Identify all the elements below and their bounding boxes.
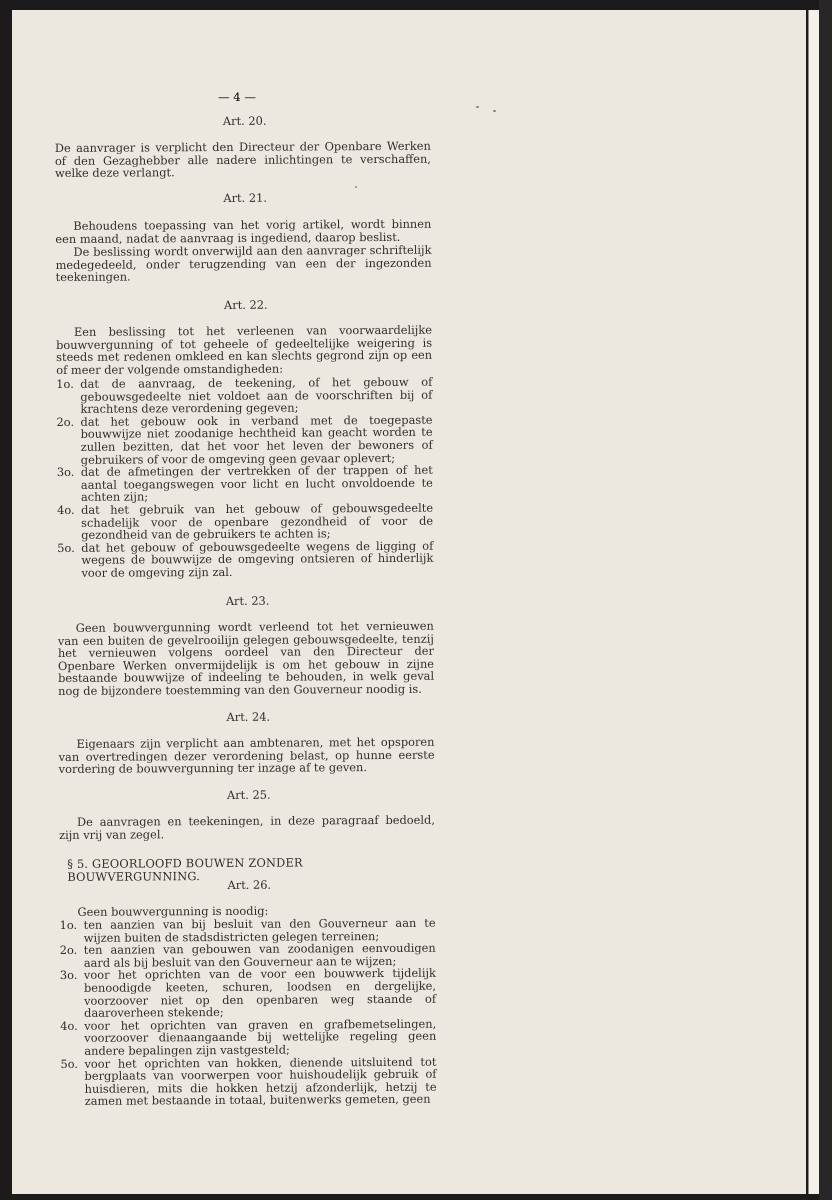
article-26-intro: Geen bouwvergunning is noodig:	[77, 903, 269, 919]
list-item: 5o. voor het oprichten van hokken, dienende uitsluitend tot bergplaats van voorwerpen voor huishoudelijk gebruik of huisdieren, mits die hokken hetzij afzonderlijk, hetzij te zamen met bestaande in totaal, buitenwerks gemeten, geen	[60, 1054, 437, 1109]
paper-speck	[355, 186, 357, 188]
paper-speck	[476, 106, 479, 108]
article-22-heading: Art. 22.	[223, 297, 268, 312]
scan-border	[819, 0, 832, 1200]
article-21-paragraph-1: Behoudens toepassing van het vorig artikel, wordt binnen een maand, nadat de aanvraag is ingediend, daarop beslist.	[55, 216, 432, 246]
list-item: 4o. voor het oprichten van graven en grafbemetselingen, voorzoover dienaangaande bij wettelijke regeling geen andere bepalingen zijn vastgesteld;	[60, 1016, 437, 1058]
article-21-heading: Art. 21.	[223, 190, 267, 205]
article-22-intro: Een beslissing tot het verleenen van voorwaardelijke bouwvergunning of tot geheele of gedeeltelijke weigering is steeds met redenen omkleed en kan slechts gegrond zijn op een of meer der volgende omstandigheden:	[56, 322, 433, 377]
article-24-heading: Art. 24.	[226, 709, 271, 724]
document-page	[12, 10, 806, 1194]
article-21-paragraph-2: De beslissing wordt onverwijld aan den aanvrager schriftelijk medegedeeld, onder terugzending van een der ingezonden teekeningen.	[55, 242, 432, 285]
article-25-heading: Art. 25.	[226, 787, 271, 802]
page-binding-edge	[808, 10, 819, 1194]
list-item: 1o. ten aanzien van bij besluit van den Gouverneur aan te wijzen buiten de stadsdistricten gelegen terreinen;	[59, 915, 436, 945]
article-24-paragraph: Eigenaars zijn verplicht aan ambtenaren, met het opsporen van overtredingen dezer verordening belast, op hunne eerste vordering de bouwvergunning ter inzage af te geven.	[58, 734, 435, 777]
article-22-list	[56, 376, 433, 580]
article-20-heading: Art. 20.	[222, 113, 267, 128]
list-item: 4o. dat het gebruik van het gebouw of gebouwsgedeelte schadelijk voor de openbare gezondheid of voor de gezondheid van de gebruikers te achten is;	[57, 500, 434, 542]
article-26-heading: Art. 26.	[227, 877, 272, 892]
article-23-paragraph: Geen bouwvergunning wordt verleend tot het vernieuwen van een buiten de gevelrooilijn gelegen gebouwsgedeelte, tenzij het vernieuwen volgens oordeel van den Directeur der Openbare Werken onvermijdelijk is om het gebouw in zijne bestaande bouwwijze of indeeling te behouden, in welk geval nog de bijzondere toestemming van den Gouverneur noodig is.	[57, 618, 435, 698]
article-25-paragraph: De aanvragen en teekeningen, in deze paragraaf bedoeld, zijn vrij van zegel.	[58, 812, 435, 842]
list-item: 3o. voor het oprichten van de voor een bouwwerk tijdelijk benoodigde keeten, schuren, loodsen en dergelijke, voorzoover niet op den openbaren weg staande of daaroverheen stekende;	[59, 966, 437, 1020]
page-number: — 4 —	[218, 90, 256, 104]
article-20-paragraph: De aanvrager is verplicht den Directeur der Openbare Werken of den Gezaghebber alle nadere inlichtingen te verschaffen, welke deze verlangt.	[54, 138, 431, 181]
article-23-heading: Art. 23.	[225, 593, 270, 608]
list-item: 2o. dat het gebouw ook in verband met de toegepaste bouwwijze niet zoodanige hechtheid kan geacht worden te zullen bezitten, dat het voor het leven der bewoners of gebruikers of voor de omgeving geen gevaar oplevert;	[56, 412, 433, 467]
list-item: 3o. dat de afmetingen der vertrekken of der trappen of het aantal toegangswegen voor licht en lucht onvoldoende te achten zijn;	[56, 462, 433, 505]
article-26-list	[60, 917, 437, 1108]
list-item: 1o. dat de aanvraag, de teekening, of het gebouw of gebouwsgedeelte niet voldoet aan de voorschriften bij of krachtens deze verordening gegeven;	[56, 374, 433, 417]
list-item: 5o. dat het gebouw of gebouwsgedeelte wegens de ligging of wegens de bouwwijze de omgeving ontsieren of hinderlijk voor de omgeving zijn zal.	[57, 538, 434, 580]
section-5-title: § 5. GEOORLOOFD BOUWEN ZONDER BOUWVERGUNNING.	[67, 855, 303, 884]
list-item: 2o. ten aanzien van gebouwen van zoodanigen eenvoudigen aard als bij besluit van den Gouverneur aan te wijzen;	[59, 940, 436, 970]
paper-speck	[493, 110, 496, 112]
